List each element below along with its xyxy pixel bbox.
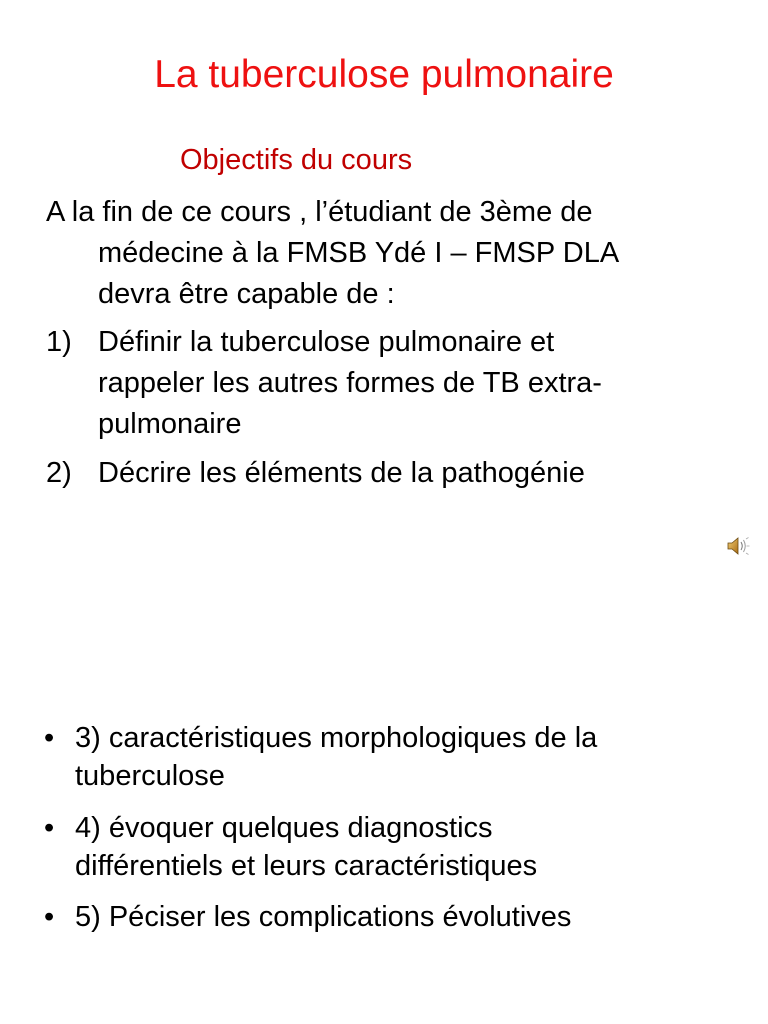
item-line: pulmonaire	[98, 408, 242, 440]
numbered-item-1	[46, 322, 602, 445]
item-line: Décrire les éléments de la pathogénie	[98, 457, 585, 489]
item-line: différentiels et leurs caractéristiques	[75, 850, 538, 882]
item-line: 5) Péciser les complications évolutives	[75, 901, 572, 933]
intro-line: devra être capable de :	[98, 278, 395, 310]
intro-line: médecine à la FMSB Ydé I – FMSP DLA	[98, 237, 620, 269]
bullet-item-5	[44, 898, 571, 936]
item-line: Définir la tuberculose pulmonaire et	[98, 326, 555, 358]
item-line: 4) évoquer quelques diagnostics	[75, 812, 493, 844]
bullet-item-3	[44, 719, 597, 795]
bullet-dot: •	[44, 812, 55, 844]
bullet-item-4	[44, 809, 537, 885]
numbered-item-2	[46, 453, 585, 494]
item-line: rappeler les autres formes de TB extra-	[98, 367, 602, 399]
slide-subtitle: Objectifs du cours	[180, 144, 413, 176]
item-number: 2)	[46, 457, 72, 489]
speaker-sound-icon[interactable]	[726, 534, 750, 558]
item-line: 3) caractéristiques morphologiques de la	[75, 722, 598, 754]
item-number: 1)	[46, 326, 72, 358]
bullet-dot: •	[44, 901, 55, 933]
intro-line: A la fin de ce cours , l’étudiant de 3ème de	[46, 196, 593, 228]
bullet-dot: •	[44, 722, 55, 754]
intro-paragraph	[46, 192, 619, 315]
item-line: tuberculose	[75, 760, 225, 792]
slide-title: La tuberculose pulmonaire	[154, 53, 614, 96]
